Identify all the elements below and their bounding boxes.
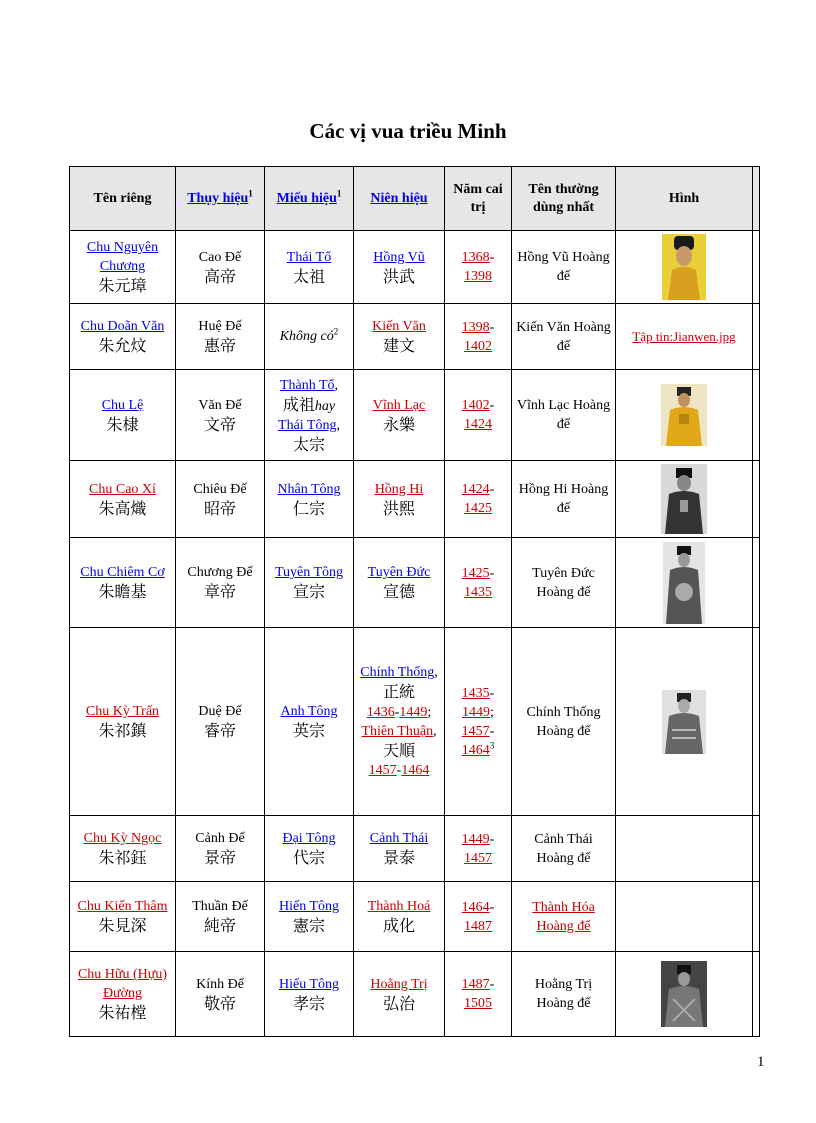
year-link[interactable]: 1424 <box>461 482 490 497</box>
common-name-cell: Hồng Hi Hoàng đế <box>512 461 616 538</box>
common-name-cell: Hoằng Trị Hoàng đế <box>512 952 616 1037</box>
mieu-cell <box>265 882 354 952</box>
thuy-text: Chiêu Đế <box>193 481 247 497</box>
thuy-cell <box>176 370 265 461</box>
spacer-cell <box>753 952 760 1037</box>
thuy-text: Cao Đế <box>198 249 242 265</box>
mieu-link[interactable]: Nhân Tông <box>277 481 341 497</box>
mieu-cell <box>265 304 354 370</box>
nien-cjk: 正統 <box>382 682 415 701</box>
name-link[interactable]: Chu Kỳ Ngọc <box>83 831 162 846</box>
nien-cjk: 天順 <box>382 741 415 760</box>
year-link[interactable]: 1457 <box>461 723 490 739</box>
year-link[interactable]: 1457 <box>368 763 397 778</box>
name-cell <box>70 304 176 370</box>
thuy-cjk: 睿帝 <box>203 721 236 740</box>
nien-cell <box>354 231 445 304</box>
image-cell <box>616 461 753 538</box>
image-cell <box>616 882 753 952</box>
spacer-cell <box>753 882 760 952</box>
reign-cell: 1487- 1505 <box>445 952 512 1037</box>
name-cjk: 朱高熾 <box>98 498 147 518</box>
year-link[interactable]: 1464 <box>461 742 490 758</box>
common-name-cell <box>512 882 616 952</box>
mieu-cell <box>265 952 354 1037</box>
nien-hieu-link[interactable]: Niên hiệu <box>370 190 428 206</box>
name-cjk: 朱祁鎮 <box>98 721 147 740</box>
nien-cjk: 永樂 <box>382 414 415 434</box>
name-cell <box>70 816 176 882</box>
name-cell <box>70 231 176 304</box>
reign-cell: 1368- 1398 <box>445 231 512 304</box>
thuy-cjk: 文帝 <box>203 414 236 434</box>
mieu-cjk: 憲宗 <box>292 916 325 935</box>
name-link[interactable]: Chu Hữu (Hựu) Đường <box>77 967 168 1001</box>
image-cell <box>616 952 753 1037</box>
mieu-none-text: Không có <box>279 329 334 344</box>
name-link[interactable]: Chu Cao Xí <box>89 481 156 497</box>
year-link[interactable]: 1505 <box>464 996 492 1011</box>
mieu-cjk: 宣宗 <box>292 582 325 601</box>
year-link[interactable]: 1449 <box>399 705 428 720</box>
year-link[interactable]: 1487 <box>461 977 490 992</box>
thuy-cell <box>176 461 265 538</box>
spacer-cell <box>753 370 760 461</box>
table-row <box>70 461 760 538</box>
year-link[interactable]: 1424 <box>464 417 492 432</box>
mieu-cell <box>265 231 354 304</box>
page-number: 1 <box>757 1054 765 1070</box>
header-hinh: Hình <box>616 167 753 231</box>
thuy-cjk: 純帝 <box>203 916 236 935</box>
common-name-cell: Hồng Vũ Hoàng đế <box>512 231 616 304</box>
footnote-mark: 3 <box>489 739 495 750</box>
nien-link[interactable]: Kiến Văn <box>372 319 426 334</box>
thuy-hieu-link[interactable]: Thụy hiệu <box>187 190 249 206</box>
mieu-cjk: 代宗 <box>292 848 325 867</box>
name-cjk: 朱瞻基 <box>98 582 147 601</box>
name-cjk: 朱見深 <box>98 916 147 935</box>
table-row <box>70 816 760 882</box>
nien-cell <box>354 538 445 628</box>
common-name-cell: Vĩnh Lạc Hoàng đế <box>512 370 616 461</box>
portrait-image[interactable] <box>662 690 706 754</box>
nien-cell <box>354 370 445 461</box>
thuy-cjk: 敬帝 <box>203 993 236 1013</box>
header-nam-cai-tri: Năm cai trị <box>445 167 512 231</box>
year-link[interactable]: 1368 <box>461 250 490 265</box>
mieu-cell <box>265 628 354 816</box>
mieu-link[interactable]: Hiến Tông <box>278 899 339 914</box>
reign-cell: 1464- 1487 <box>445 882 512 952</box>
name-cjk: 朱棣 <box>106 414 139 434</box>
name-cell <box>70 370 176 461</box>
year-link[interactable]: 1402 <box>464 338 492 354</box>
thuy-text: Thuần Đế <box>192 899 248 914</box>
name-cjk: 朱祐樘 <box>98 1003 147 1022</box>
portrait-image[interactable] <box>663 542 705 624</box>
thuy-cell <box>176 304 265 370</box>
image-cell <box>616 370 753 461</box>
table-row <box>70 882 760 952</box>
spacer-cell <box>753 461 760 538</box>
portrait-image[interactable] <box>662 234 706 300</box>
year-link[interactable]: 1398 <box>464 269 492 284</box>
nien-cell <box>354 304 445 370</box>
thuy-cell <box>176 882 265 952</box>
mieu-link[interactable]: Hiếu Tông <box>278 976 339 992</box>
nien-cjk: 宣德 <box>382 582 415 601</box>
header-thuy-hieu <box>176 167 265 231</box>
reign-cell: 1435- 1449; 1457- 1464$^3$ <box>445 628 512 816</box>
header-ten-thuong-dung: Tên thường dùng nhất <box>512 167 616 231</box>
nien-cjk: 弘治 <box>382 993 415 1013</box>
nien-link[interactable]: Hồng Hi <box>374 481 424 497</box>
image-cell <box>616 538 753 628</box>
reign-cell: 1449- 1457 <box>445 816 512 882</box>
name-cell <box>70 628 176 816</box>
thuy-cjk: 景帝 <box>203 848 236 867</box>
file-link[interactable]: Tập tin:Jianwen.jpg <box>632 329 736 344</box>
nien-link[interactable]: Hoằng Trị <box>370 976 428 992</box>
name-cjk: 朱允炆 <box>98 336 147 355</box>
nien-cjk: 建文 <box>382 336 415 355</box>
reign-cell: 1424- 1425 <box>445 461 512 538</box>
year-link[interactable]: 1464 <box>401 763 430 778</box>
nien-link[interactable]: Thiên Thuận <box>361 724 434 739</box>
image-cell <box>616 816 753 882</box>
thuy-cell <box>176 628 265 816</box>
spacer-cell <box>753 628 760 816</box>
header-nien-hieu <box>354 167 445 231</box>
thuy-text: Huệ Đế <box>198 319 242 334</box>
table-row <box>70 370 760 461</box>
common-name-cell: Cảnh Thái Hoàng đế <box>512 816 616 882</box>
table-row <box>70 304 760 370</box>
header-spacer <box>753 167 760 231</box>
year-link[interactable]: 1402 <box>461 398 490 413</box>
name-cell <box>70 538 176 628</box>
emperors-table <box>69 166 760 1037</box>
spacer-cell <box>753 304 760 370</box>
mieu-cell <box>265 461 354 538</box>
mieu-link[interactable]: Thành Tổ <box>279 377 335 393</box>
table-row <box>70 231 760 304</box>
name-cell <box>70 461 176 538</box>
name-link[interactable]: Chu Kiến Thâm <box>77 899 168 914</box>
year-link[interactable]: 1436 <box>366 705 395 720</box>
nien-link[interactable]: Vĩnh Lạc <box>372 397 426 413</box>
footnote-mark: 1 <box>248 187 253 198</box>
mieu-link[interactable]: Thái Tông <box>278 417 337 433</box>
mieu-cjk: 英宗 <box>292 721 325 740</box>
mieu-link[interactable]: Thái Tổ <box>286 249 332 265</box>
thuy-cjk: 高帝 <box>203 266 236 286</box>
year-link[interactable]: 1435 <box>464 584 492 600</box>
name-link[interactable]: Chu Chiêm Cơ <box>80 565 165 580</box>
name-link[interactable]: Chu Kỳ Trấn <box>85 704 160 719</box>
image-cell <box>616 304 753 370</box>
thuy-text: Kính Đế <box>196 976 244 992</box>
mieu-cjk: 孝宗 <box>292 993 325 1013</box>
year-link[interactable]: 1449 <box>462 704 491 720</box>
portrait-image[interactable] <box>661 384 707 446</box>
year-link[interactable]: 1425 <box>464 501 492 516</box>
thuy-text: Cảnh Đế <box>195 831 245 846</box>
mieu-cjk: 仁宗 <box>292 498 325 518</box>
or-word: hay <box>314 398 336 414</box>
year-link[interactable]: 1449 <box>461 831 490 847</box>
footnote-mark: 1 <box>336 187 342 198</box>
nien-link[interactable]: Cảnh Thái <box>369 831 429 846</box>
mieu-link[interactable]: Đại Tông <box>282 831 336 846</box>
mieu-link[interactable]: Tuyên Tông <box>274 565 344 580</box>
thuy-cjk: 昭帝 <box>203 498 236 518</box>
table-row <box>70 538 760 628</box>
thuy-text: Chương Đế <box>187 565 253 580</box>
nien-cell <box>354 816 445 882</box>
thuy-cell <box>176 816 265 882</box>
mieu-hieu-link[interactable]: Miếu hiệu <box>276 190 337 206</box>
nien-cjk: 景泰 <box>382 848 415 867</box>
page-title: Các vị vua triều Minh <box>309 119 507 143</box>
nien-cell: Chính Thống, 正統 1436-1449; Thiên Thuận, 天順 1457-1464 <box>354 628 445 816</box>
mieu-cjk: 太祖 <box>292 266 325 286</box>
name-cjk: 朱祁鈺 <box>98 848 147 867</box>
common-name-cell: Kiến Văn Hoàng đế <box>512 304 616 370</box>
reign-cell: 1425- 1435 <box>445 538 512 628</box>
thuy-cell <box>176 538 265 628</box>
common-name-cell: Tuyên Đức Hoàng đế <box>512 538 616 628</box>
year-link[interactable]: 1425 <box>461 565 490 581</box>
mieu-cjk: 成祖 <box>282 394 315 414</box>
table-row <box>70 952 760 1037</box>
mieu-link[interactable]: Anh Tông <box>280 704 338 719</box>
header-ten-rieng: Tên riêng <box>70 167 176 231</box>
portrait-image[interactable] <box>661 961 707 1027</box>
spacer-cell <box>753 231 760 304</box>
thuy-cjk: 惠帝 <box>203 336 236 355</box>
year-link[interactable]: 1398 <box>461 319 490 335</box>
nien-cell <box>354 952 445 1037</box>
thuy-text: Duệ Đế <box>198 704 242 719</box>
mieu-cell <box>265 538 354 628</box>
thuy-cell <box>176 231 265 304</box>
nien-link[interactable]: Thành Hoá <box>367 899 431 914</box>
year-link[interactable]: 1457 <box>464 850 492 866</box>
nien-cell <box>354 882 445 952</box>
table-row <box>70 628 760 816</box>
thuy-text: Văn Đế <box>198 397 242 413</box>
mieu-cell <box>265 816 354 882</box>
image-cell <box>616 628 753 816</box>
common-name-link[interactable]: Thành Hóa Hoàng đế <box>532 899 595 934</box>
spacer-cell <box>753 538 760 628</box>
name-link[interactable]: Chu Nguyên Chương <box>86 240 159 274</box>
thuy-cjk: 章帝 <box>203 582 236 601</box>
nien-link[interactable]: Tuyên Đức <box>367 565 431 580</box>
thuy-cell <box>176 952 265 1037</box>
header-mieu-hieu <box>265 167 354 231</box>
nien-cjk: 洪武 <box>382 266 415 286</box>
image-cell <box>616 231 753 304</box>
nien-cjk: 洪熙 <box>382 498 415 518</box>
nien-cell <box>354 461 445 538</box>
footnote-mark: 2 <box>333 326 339 337</box>
name-link[interactable]: Chu Lệ <box>101 397 144 413</box>
portrait-image[interactable] <box>661 464 707 534</box>
name-cell <box>70 882 176 952</box>
reign-cell: 1398- 1402 <box>445 304 512 370</box>
header-row <box>70 167 760 231</box>
nien-link[interactable]: Chính Thống <box>360 665 435 680</box>
reign-cell: 1402- 1424 <box>445 370 512 461</box>
nien-link[interactable]: Hồng Vũ <box>373 249 425 265</box>
spacer-cell <box>753 816 760 882</box>
name-link[interactable]: Chu Doãn Văn <box>80 319 165 334</box>
name-cell <box>70 952 176 1037</box>
mieu-cell: Thành Tổ, 成祖hay Thái Tông, 太宗 <box>265 370 354 461</box>
mieu-cjk: 太宗 <box>292 434 325 454</box>
year-link[interactable]: 1464 <box>461 899 490 915</box>
nien-cjk: 成化 <box>382 916 415 935</box>
year-link[interactable]: 1487 <box>464 918 492 934</box>
year-link[interactable]: 1435 <box>461 685 490 701</box>
common-name-cell: Chính Thống Hoàng đế <box>512 628 616 816</box>
name-cjk: 朱元璋 <box>98 276 147 295</box>
